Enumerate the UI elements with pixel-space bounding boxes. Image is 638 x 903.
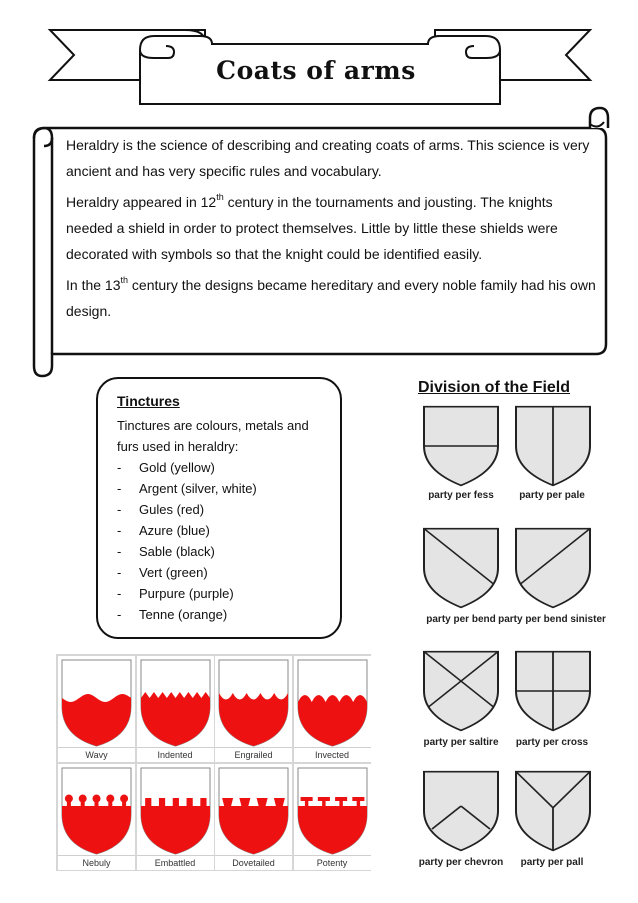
line-wavy-icon	[58, 656, 135, 748]
page-title: Coats of arms	[216, 56, 416, 85]
line-partition-cell	[294, 764, 371, 870]
division-label: party per cross	[515, 737, 589, 748]
line-partition-cell	[137, 764, 214, 870]
tinctures-title: Tinctures	[117, 393, 180, 409]
line-partition-label: Engrailed	[215, 747, 292, 762]
tincture-item	[117, 583, 257, 604]
tincture-label: Sable (black)	[139, 544, 215, 559]
tincture-item	[117, 499, 257, 520]
shield-saltire-icon	[422, 650, 500, 732]
list-bullet: -	[117, 565, 122, 580]
tincture-label: Azure (blue)	[139, 523, 210, 538]
tincture-label: Argent (silver, white)	[139, 481, 257, 496]
lines-of-partition-grid	[56, 654, 371, 871]
list-bullet: -	[117, 544, 122, 559]
tinctures-list	[117, 457, 257, 625]
line-partition-label: Potenty	[294, 855, 371, 870]
line-partition-label: Embattled	[137, 855, 214, 870]
line-partition-cell	[58, 656, 135, 762]
tincture-item	[117, 520, 257, 541]
division-label: party per saltire	[423, 737, 499, 748]
tincture-label: Gold (yellow)	[139, 460, 215, 475]
line-invected-icon	[294, 656, 371, 748]
shield-pale-icon	[514, 405, 592, 487]
shield-fess-icon	[422, 405, 500, 487]
division-label: party per pall	[520, 857, 584, 868]
line-embattled-icon	[137, 764, 214, 856]
division-label: party per chevron	[418, 857, 504, 868]
line-partition-label: Indented	[137, 747, 214, 762]
tincture-label: Tenne (orange)	[139, 607, 228, 622]
list-bullet: -	[117, 460, 122, 475]
line-engrailed-icon	[215, 656, 292, 748]
tincture-item	[117, 457, 257, 478]
intro-paragraph-2: Heraldry appeared in 12th century in the tournaments and jousting. The knights needed a shield in order to protect themselves. Little by little these shields were decorated with symbols so that the knight could be identified easily.	[66, 192, 558, 262]
division-label: party per pale	[519, 490, 585, 501]
shield-bend-sinister-icon	[514, 527, 592, 609]
line-partition-label: Dovetailed	[215, 855, 292, 870]
tincture-label: Purpure (purple)	[139, 586, 234, 601]
line-dovetailed-icon	[215, 764, 292, 856]
tincture-item	[117, 478, 257, 499]
tincture-item	[117, 562, 257, 583]
list-bullet: -	[117, 481, 122, 496]
list-bullet: -	[117, 502, 122, 517]
line-partition-cell	[137, 656, 214, 762]
division-label: party per fess	[428, 490, 494, 501]
line-indented-icon	[137, 656, 214, 748]
tincture-label: Vert (green)	[139, 565, 208, 580]
list-bullet: -	[117, 607, 122, 622]
line-partition-cell	[215, 656, 292, 762]
shield-chevron-icon	[422, 770, 500, 852]
line-partition-cell	[215, 764, 292, 870]
line-potenty-icon	[294, 764, 371, 856]
list-bullet: -	[117, 586, 122, 601]
line-partition-label: Nebuly	[58, 855, 135, 870]
tinctures-description: Tinctures are colours, metals and furs used in heraldry:	[117, 418, 309, 454]
shield-bend-icon	[422, 527, 500, 609]
shield-cross-icon	[514, 650, 592, 732]
line-partition-cell	[294, 656, 371, 762]
intro-paragraph-1: Heraldry is the science of describing and creating coats of arms. This science is very ancient and has very specific rules and vocabulary.	[66, 137, 590, 179]
line-partition-cell	[58, 764, 135, 870]
intro-text	[66, 132, 598, 329]
tincture-label: Gules (red)	[139, 502, 205, 517]
shield-pall-icon	[514, 770, 592, 852]
line-nebuly-icon	[58, 764, 135, 856]
tincture-item	[117, 604, 257, 625]
division-label: party per bend sinister	[498, 614, 606, 625]
tincture-item	[117, 541, 257, 562]
intro-paragraph-3: In the 13th century the designs became hereditary and every noble family had his own design.	[66, 275, 596, 319]
list-bullet: -	[117, 523, 122, 538]
division-title: Division of the Field	[418, 379, 571, 396]
line-partition-label: Wavy	[58, 747, 135, 762]
line-partition-label: Invected	[294, 747, 371, 762]
division-label: party per bend	[426, 614, 496, 625]
